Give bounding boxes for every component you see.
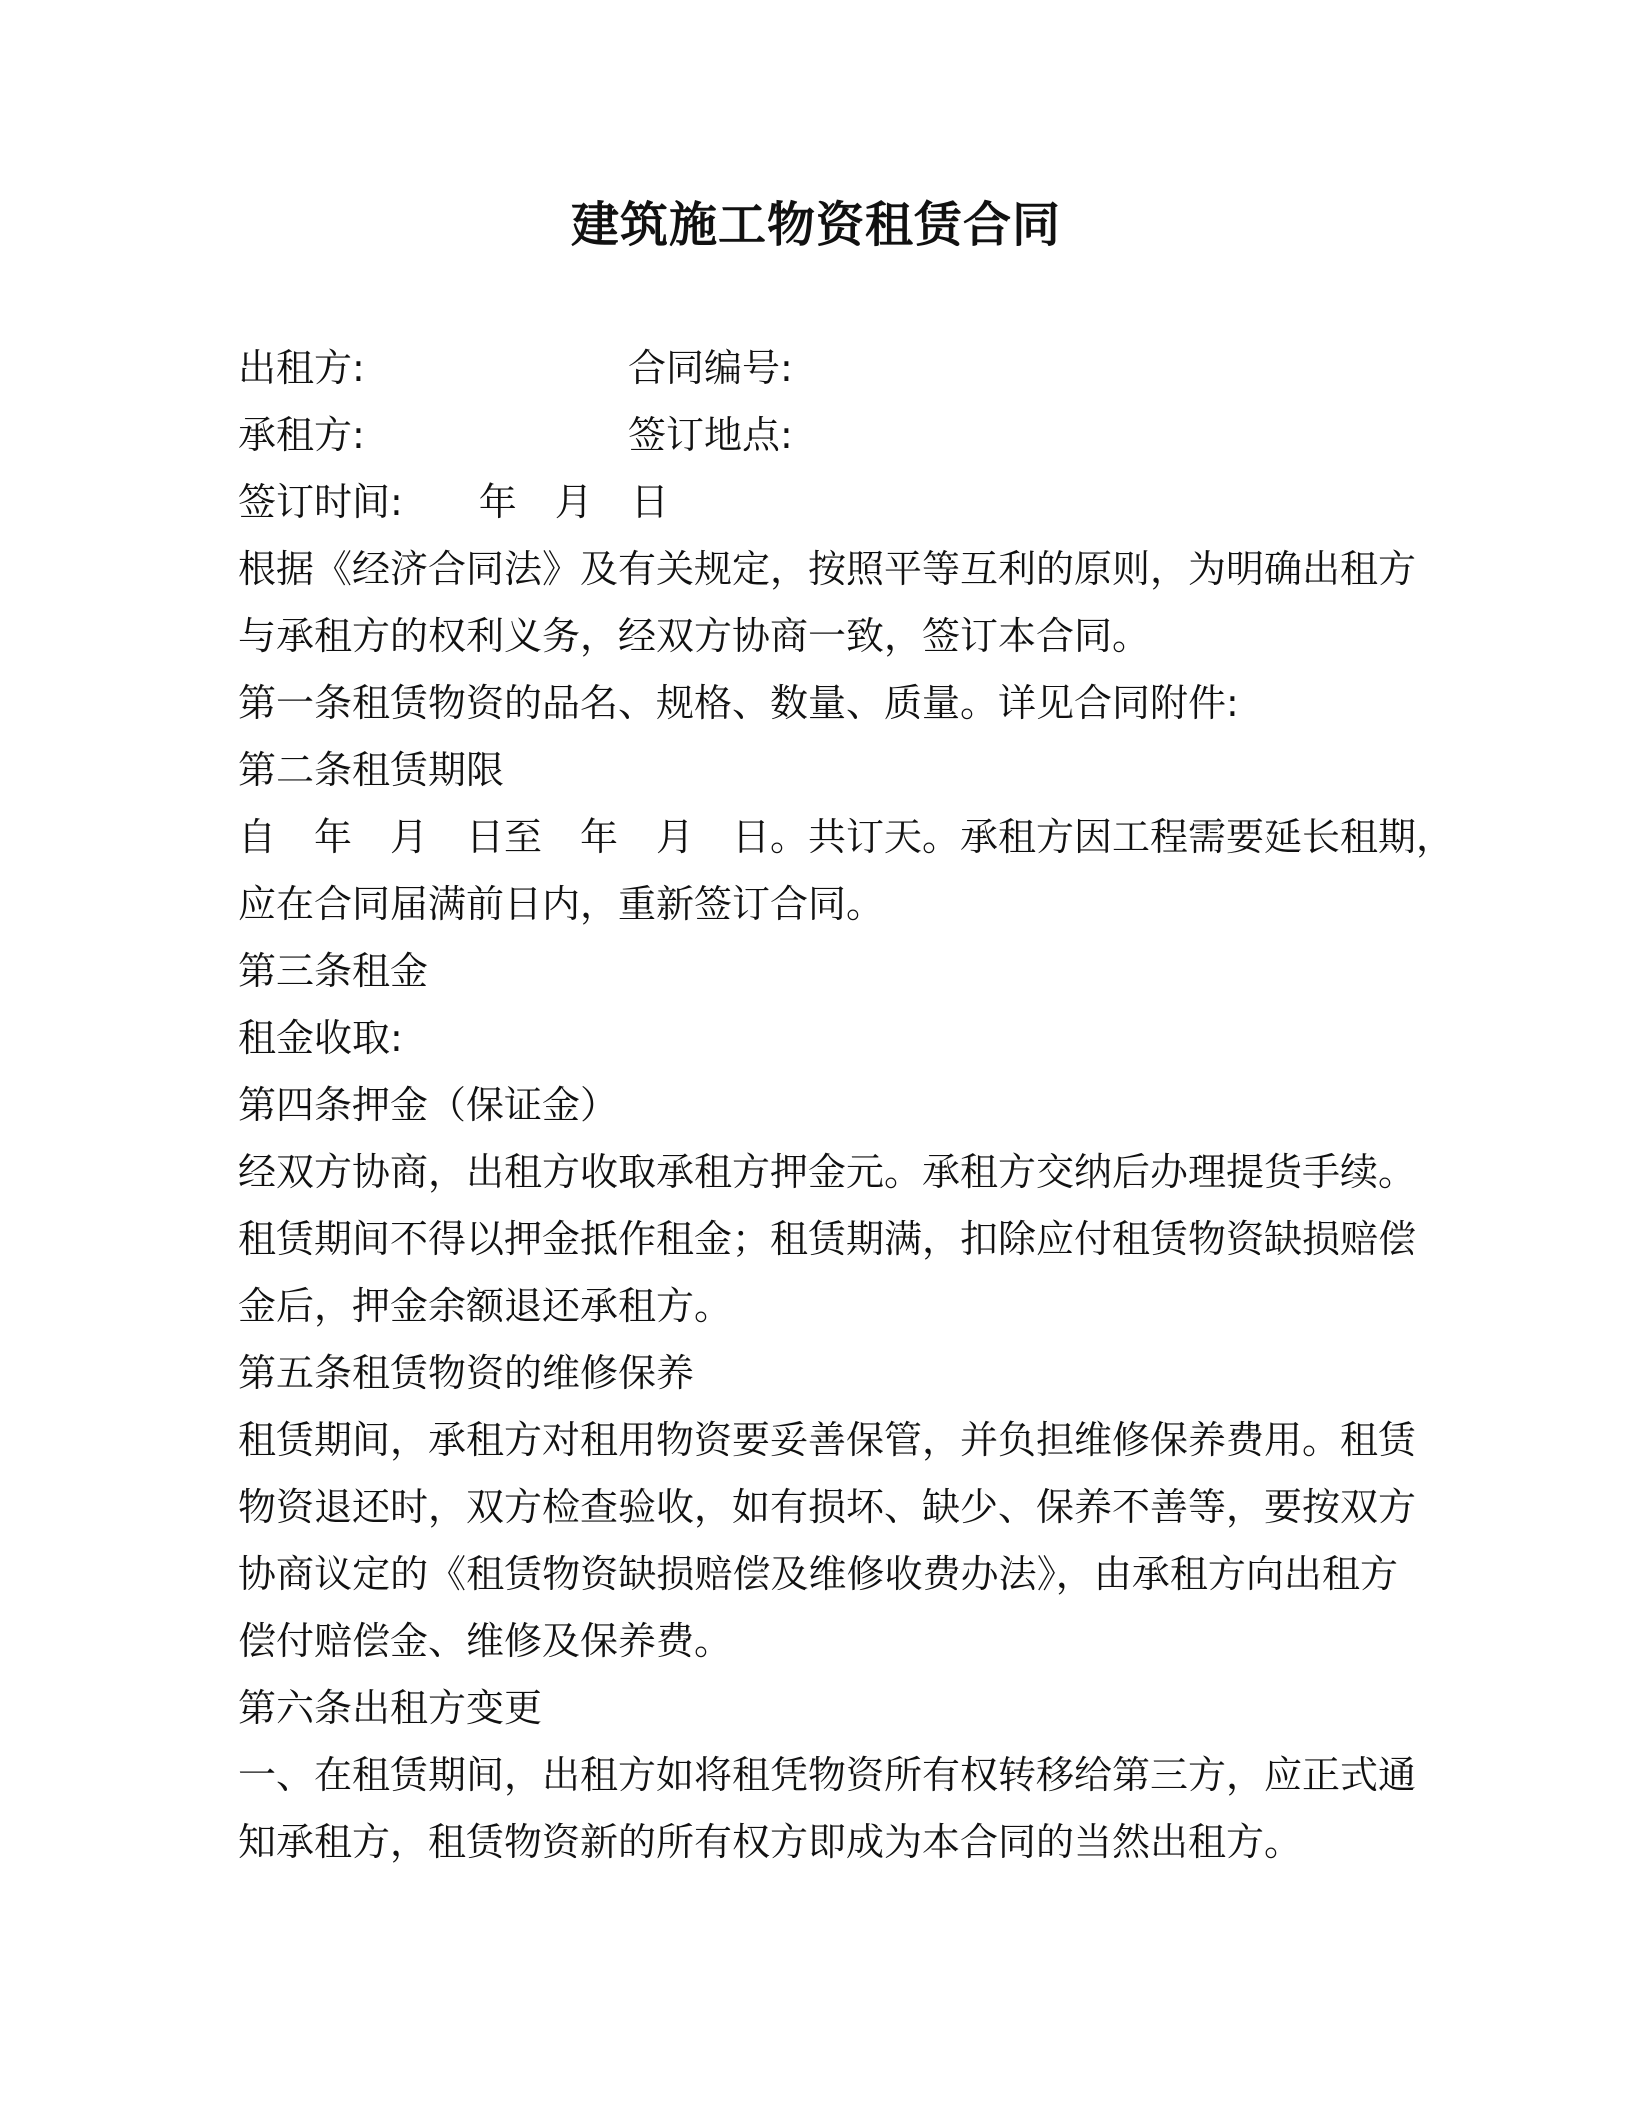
sign-time-line: 签订时间: 年 月 日 [238,480,669,524]
body-line: 知承租方，租赁物资新的所有权方即成为本合同的当然出租方。 [238,1820,1303,1864]
header-row-lessee [238,402,1398,469]
header-row-lessor [238,335,1398,402]
article-1-heading: 第一条租赁物资的品名、规格、数量、质量。详见合同附件: [238,681,1239,725]
body-line: 根据《经济合同法》及有关规定，按照平等互利的原则，为明确出租方 [238,547,1417,591]
body-line: 协商议定的《租赁物资缺损赔偿及维修收费办法》，由承租方向出租方 [238,1552,1398,1596]
body-line: 租金收取: [238,1016,403,1060]
body-line: 应在合同届满前日内，重新签订合同。 [238,882,885,926]
body-line: 偿付赔偿金、维修及保养费。 [238,1619,733,1663]
contract-no-label: 合同编号: [628,346,793,390]
article-3-heading: 第三条租金 [238,949,429,993]
body-line: 自 年 月 日至 年 月 日。共订天。承租方因工程需要延长租期， [238,815,1455,859]
document-body [238,335,1455,1876]
article-2-heading: 第二条租赁期限 [238,748,505,792]
body-line: 租赁期间，承租方对租用物资要妥善保管，并负担维修保养费用。租赁 [238,1418,1417,1462]
body-line: 物资退还时，双方检查验收，如有损坏、缺少、保养不善等，要按双方 [238,1485,1417,1529]
body-line: 经双方协商，出租方收取承租方押金元。承租方交纳后办理提货手续。 [238,1150,1417,1194]
article-4-heading: 第四条押金（保证金） [238,1083,619,1127]
body-line: 一、在租赁期间，出租方如将租凭物资所有权转移给第三方，应正式通 [238,1753,1417,1797]
lessee-label: 承租方: [238,413,365,457]
document-title: 建筑施工物资租赁合同 [570,197,1061,253]
article-6-heading: 第六条出租方变更 [238,1686,543,1730]
article-5-heading: 第五条租赁物资的维修保养 [238,1351,695,1395]
sign-place-label: 签订地点: [628,413,793,457]
lessor-label: 出租方: [238,346,365,390]
body-line: 与承租方的权利义务，经双方协商一致，签订本合同。 [238,614,1151,658]
body-line: 租赁期间不得以押金抵作租金；租赁期满，扣除应付租赁物资缺损赔偿 [238,1217,1417,1261]
body-line: 金后，押金余额退还承租方。 [238,1284,733,1328]
